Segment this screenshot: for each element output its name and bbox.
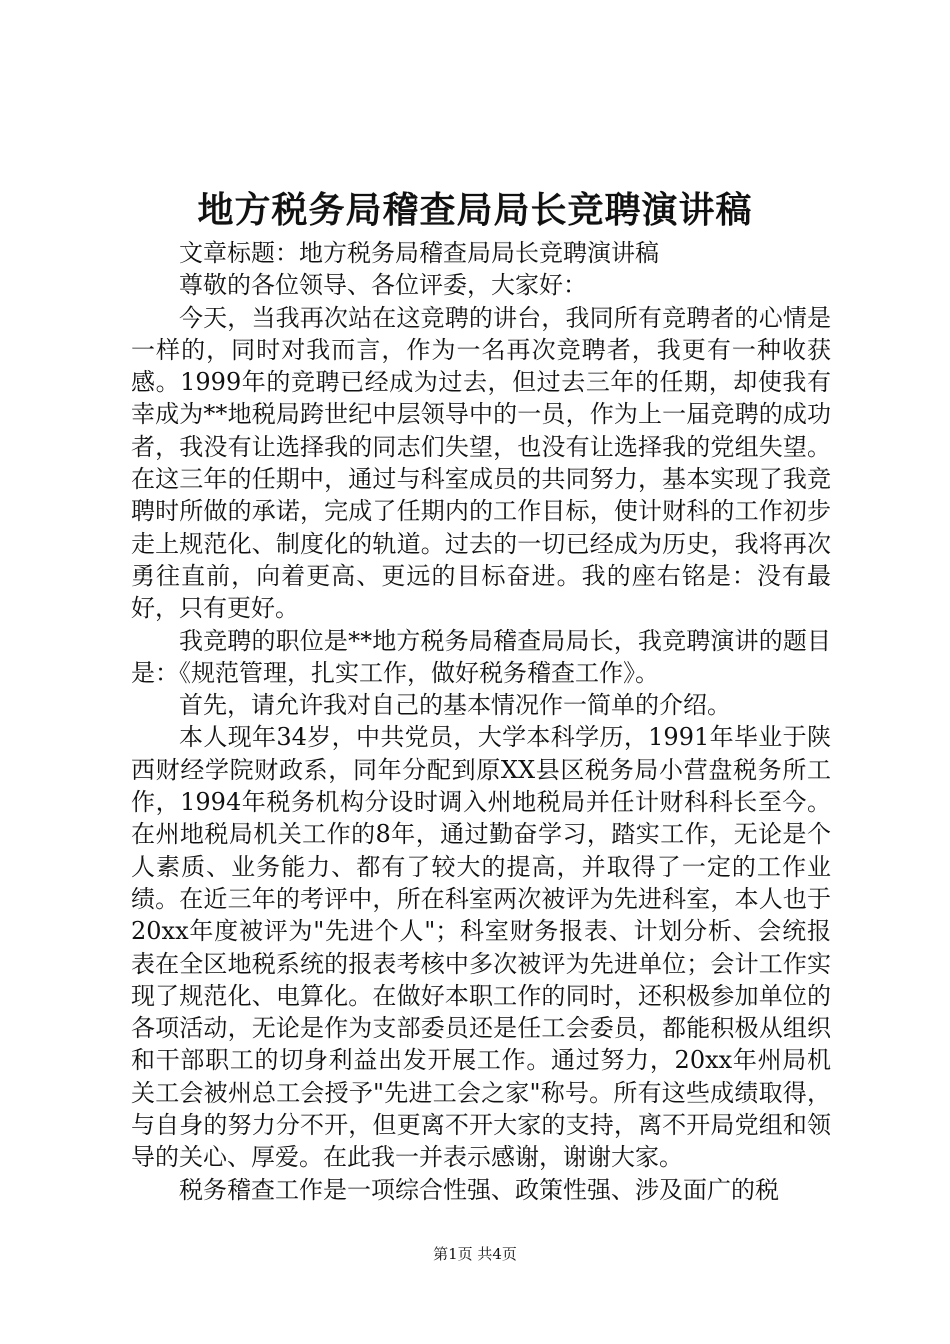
paragraph-audit-work: 税务稽查工作是一项综合性强、政策性强、涉及面广的税 xyxy=(179,1175,779,1204)
paragraph-self-intro-lead: 首先，请允许我对自己的基本情况作一简单的介绍。 xyxy=(179,691,731,720)
paragraph-background: 本人现年34岁，中共党员，大学本科学历，1991年毕业于陕西财经学院财政系，同年分配到原XX县区税务局小营盘税务所工作，1994年税务机构分设时调入州地税局并任计财科科长至今。在州地税局机关工作的8年，通过勤奋学习，踏实工作，无论是个人素质、业务能力、都有了较大的提高，并取得了一定的工作业绩。在近三年的考评中，所在科室两次被评为先进科室，本人也于20xx年度被评为"先进个人"；科室财务报表、计划分析、会统报表在全区地税系统的报表考核中多次被评为先进单位；会计工作实现了规范化、电算化。在做好本职工作的同时，还积极参加单位的各项活动，无论是作为支部委员还是任工会委员，都能积极从组织和干部职工的切身利益出发开展工作。通过努力，20xx年州局机关工会被州总工会授予"先进工会之家"称号。所有这些成绩取得，与自身的努力分不开，但更离不开大家的支持，离不开局党组和领导的关心、厚爱。在此我一并表示感谢，谢谢大家。 xyxy=(131,723,831,1172)
page-footer: 第1页 共4页 xyxy=(433,1245,517,1263)
paragraph-greeting: 尊敬的各位领导、各位评委，大家好： xyxy=(179,271,587,300)
paragraph-article-title: 文章标题：地方税务局稽查局局长竞聘演讲稿 xyxy=(179,239,659,267)
paragraph-position: 我竞聘的职位是**地方税务局稽查局局长，我竞聘演讲的题目是：《规范管理，扎实工作，做好税务稽查工作》。 xyxy=(131,626,831,687)
paragraph-intro: 今天，当我再次站在这竞聘的讲台，我同所有竞聘者的心情是一样的，同时对我而言，作为一名再次竞聘者，我更有一种收获感。1999年的竞聘已经成为过去，但过去三年的任期，却使我有幸成为**地税局跨世纪中层领导中的一员，作为上一届竞聘的成功者，我没有让选择我的同志们失望，也没有让选择我的党组失望。在这三年的任期中，通过与科室成员的共同努力，基本实现了我竞聘时所做的承诺，完成了任期内的工作目标，使计财科的工作初步走上规范化、制度化的轨道。过去的一切已经成为历史，我将再次勇往直前，向着更高、更远的目标奋进。我的座右铭是：没有最好，只有更好。 xyxy=(131,303,831,623)
document-body xyxy=(131,237,831,1206)
document-title: 地方税务局稽查局局长竞聘演讲稿 xyxy=(197,189,753,231)
